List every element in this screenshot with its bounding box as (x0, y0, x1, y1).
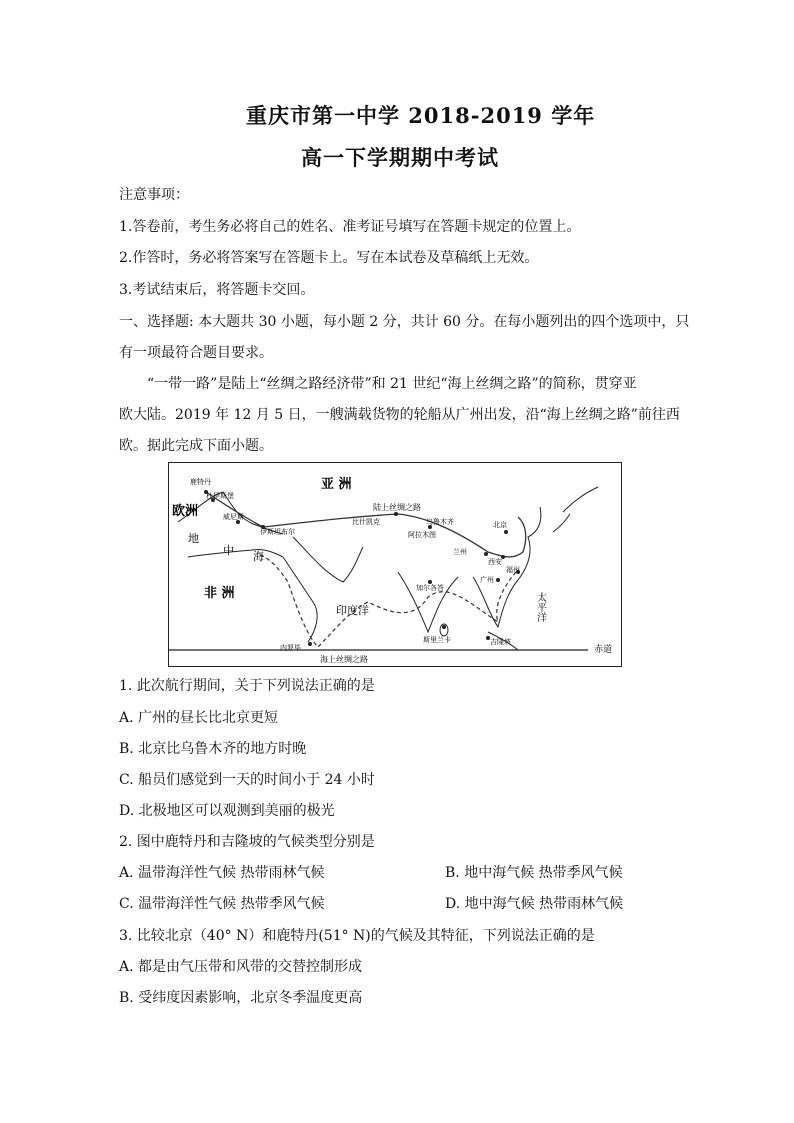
passage-line: “一带一路”是陆上“丝绸之路经济带”和 21 世纪“海上丝绸之路”的简称，贯穿亚 (147, 376, 637, 392)
city-label-lanzhou: 兰州 (453, 548, 467, 556)
question-option: D. 地中海气候 热带雨林气候 (445, 896, 624, 912)
map-label-africa: 非 洲 (204, 586, 235, 601)
note-item: 1.答卷前，考生务必将自己的姓名、准考证号填写在答题卡规定的位置上。 (119, 219, 581, 235)
question-stem: 2. 图中鹿特丹和吉隆坡的气候类型分别是 (119, 834, 375, 850)
city-label-istanbul: 伊斯坦布尔 (260, 528, 295, 536)
exam-title: 重庆市第一中学 2018-2019 学年 (246, 103, 596, 128)
city-label-almaty: 阿拉木图 (408, 531, 436, 539)
city-label-bishkek: 比什凯克 (352, 518, 380, 526)
city-label-colombo: 斯里兰卡 (423, 636, 451, 644)
map-label-sea-route: 海上丝绸之路 (320, 655, 368, 664)
question-option: C. 温带海洋性气候 热带季风气候 (119, 896, 325, 912)
question-stem: 1. 此次航行期间，关于下列说法正确的是 (119, 678, 375, 694)
question-option: D. 北极地区可以观测到美丽的极光 (119, 803, 335, 819)
passage-line: 欧。据此完成下面小题。 (119, 438, 273, 454)
silk-road-map (168, 462, 622, 667)
city-label-xian: 西安 (488, 558, 502, 566)
question-option: A. 都是由气压带和风带的交替控制形成 (119, 959, 363, 975)
map-label-med-1: 地 (188, 532, 199, 545)
city-label-guangzhou: 广州 (480, 576, 494, 584)
question-option: B. 受纬度因素影响，北京冬季温度更高 (119, 990, 363, 1006)
question-option: A. 温带海洋性气候 热带雨林气候 (119, 865, 325, 881)
map-label-indian-ocean: 印度洋 (336, 604, 369, 617)
question-option: B. 地中海气候 热带季风气候 (445, 865, 623, 881)
map-label-pacific: 太平洋 (534, 592, 546, 622)
city-label-duisburg: 杜伊斯堡 (206, 492, 234, 500)
note-item: 2.作答时，务必将答案写在答题卡上。写在本试卷及草稿纸上无效。 (119, 250, 539, 266)
map-label-med-2: 中 (223, 544, 234, 557)
map-label-med-3: 海 (253, 550, 264, 563)
map-label-asia: 亚 洲 (321, 477, 352, 492)
question-option: B. 北京比乌鲁木齐的地方时晚 (119, 741, 307, 757)
section-heading-cont: 有一项最符合题目要求。 (119, 345, 273, 361)
city-label-rotterdam: 鹿特丹 (190, 478, 211, 486)
note-item: 3.考试结束后，将答题卡交回。 (119, 282, 315, 298)
map-label-europe: 欧洲 (172, 504, 199, 519)
passage-line: 欧大陆。2019 年 12 月 5 日，一艘满载货物的轮船从广州出发，沿“海上丝绸之路”前往西 (119, 407, 680, 423)
question-option: C. 船员们感觉到一天的时间小于 24 小时 (119, 772, 375, 788)
city-label-venice: 威尼斯 (223, 513, 244, 521)
notes-heading: 注意事项： (119, 187, 189, 203)
map-label-equator: 赤道 (594, 645, 613, 655)
city-label-nairobi: 内罗毕 (280, 644, 301, 652)
city-label-beijing: 北京 (493, 521, 507, 529)
exam-subtitle: 高一下学期期中考试 (301, 145, 499, 170)
city-label-singapore: 吉隆坡 (490, 638, 511, 646)
question-option: A. 广州的昼长比北京更短 (119, 710, 279, 726)
city-label-urumqi: 乌鲁木齐 (426, 518, 454, 526)
city-label-fuzhou: 福州 (506, 566, 520, 574)
section-heading: 一、选择题: 本大题共 30 小题，每小题 2 分，共计 60 分。在每小题列出的四个选项中，只 (119, 314, 690, 330)
map-label-land-route: 陆上丝绸之路 (373, 503, 421, 512)
city-label-kolkata: 加尔各答 (416, 584, 444, 592)
question-stem: 3. 比较北京（40° N）和鹿特丹(51° N)的气候及其特征，下列说法正确的是 (119, 928, 595, 944)
